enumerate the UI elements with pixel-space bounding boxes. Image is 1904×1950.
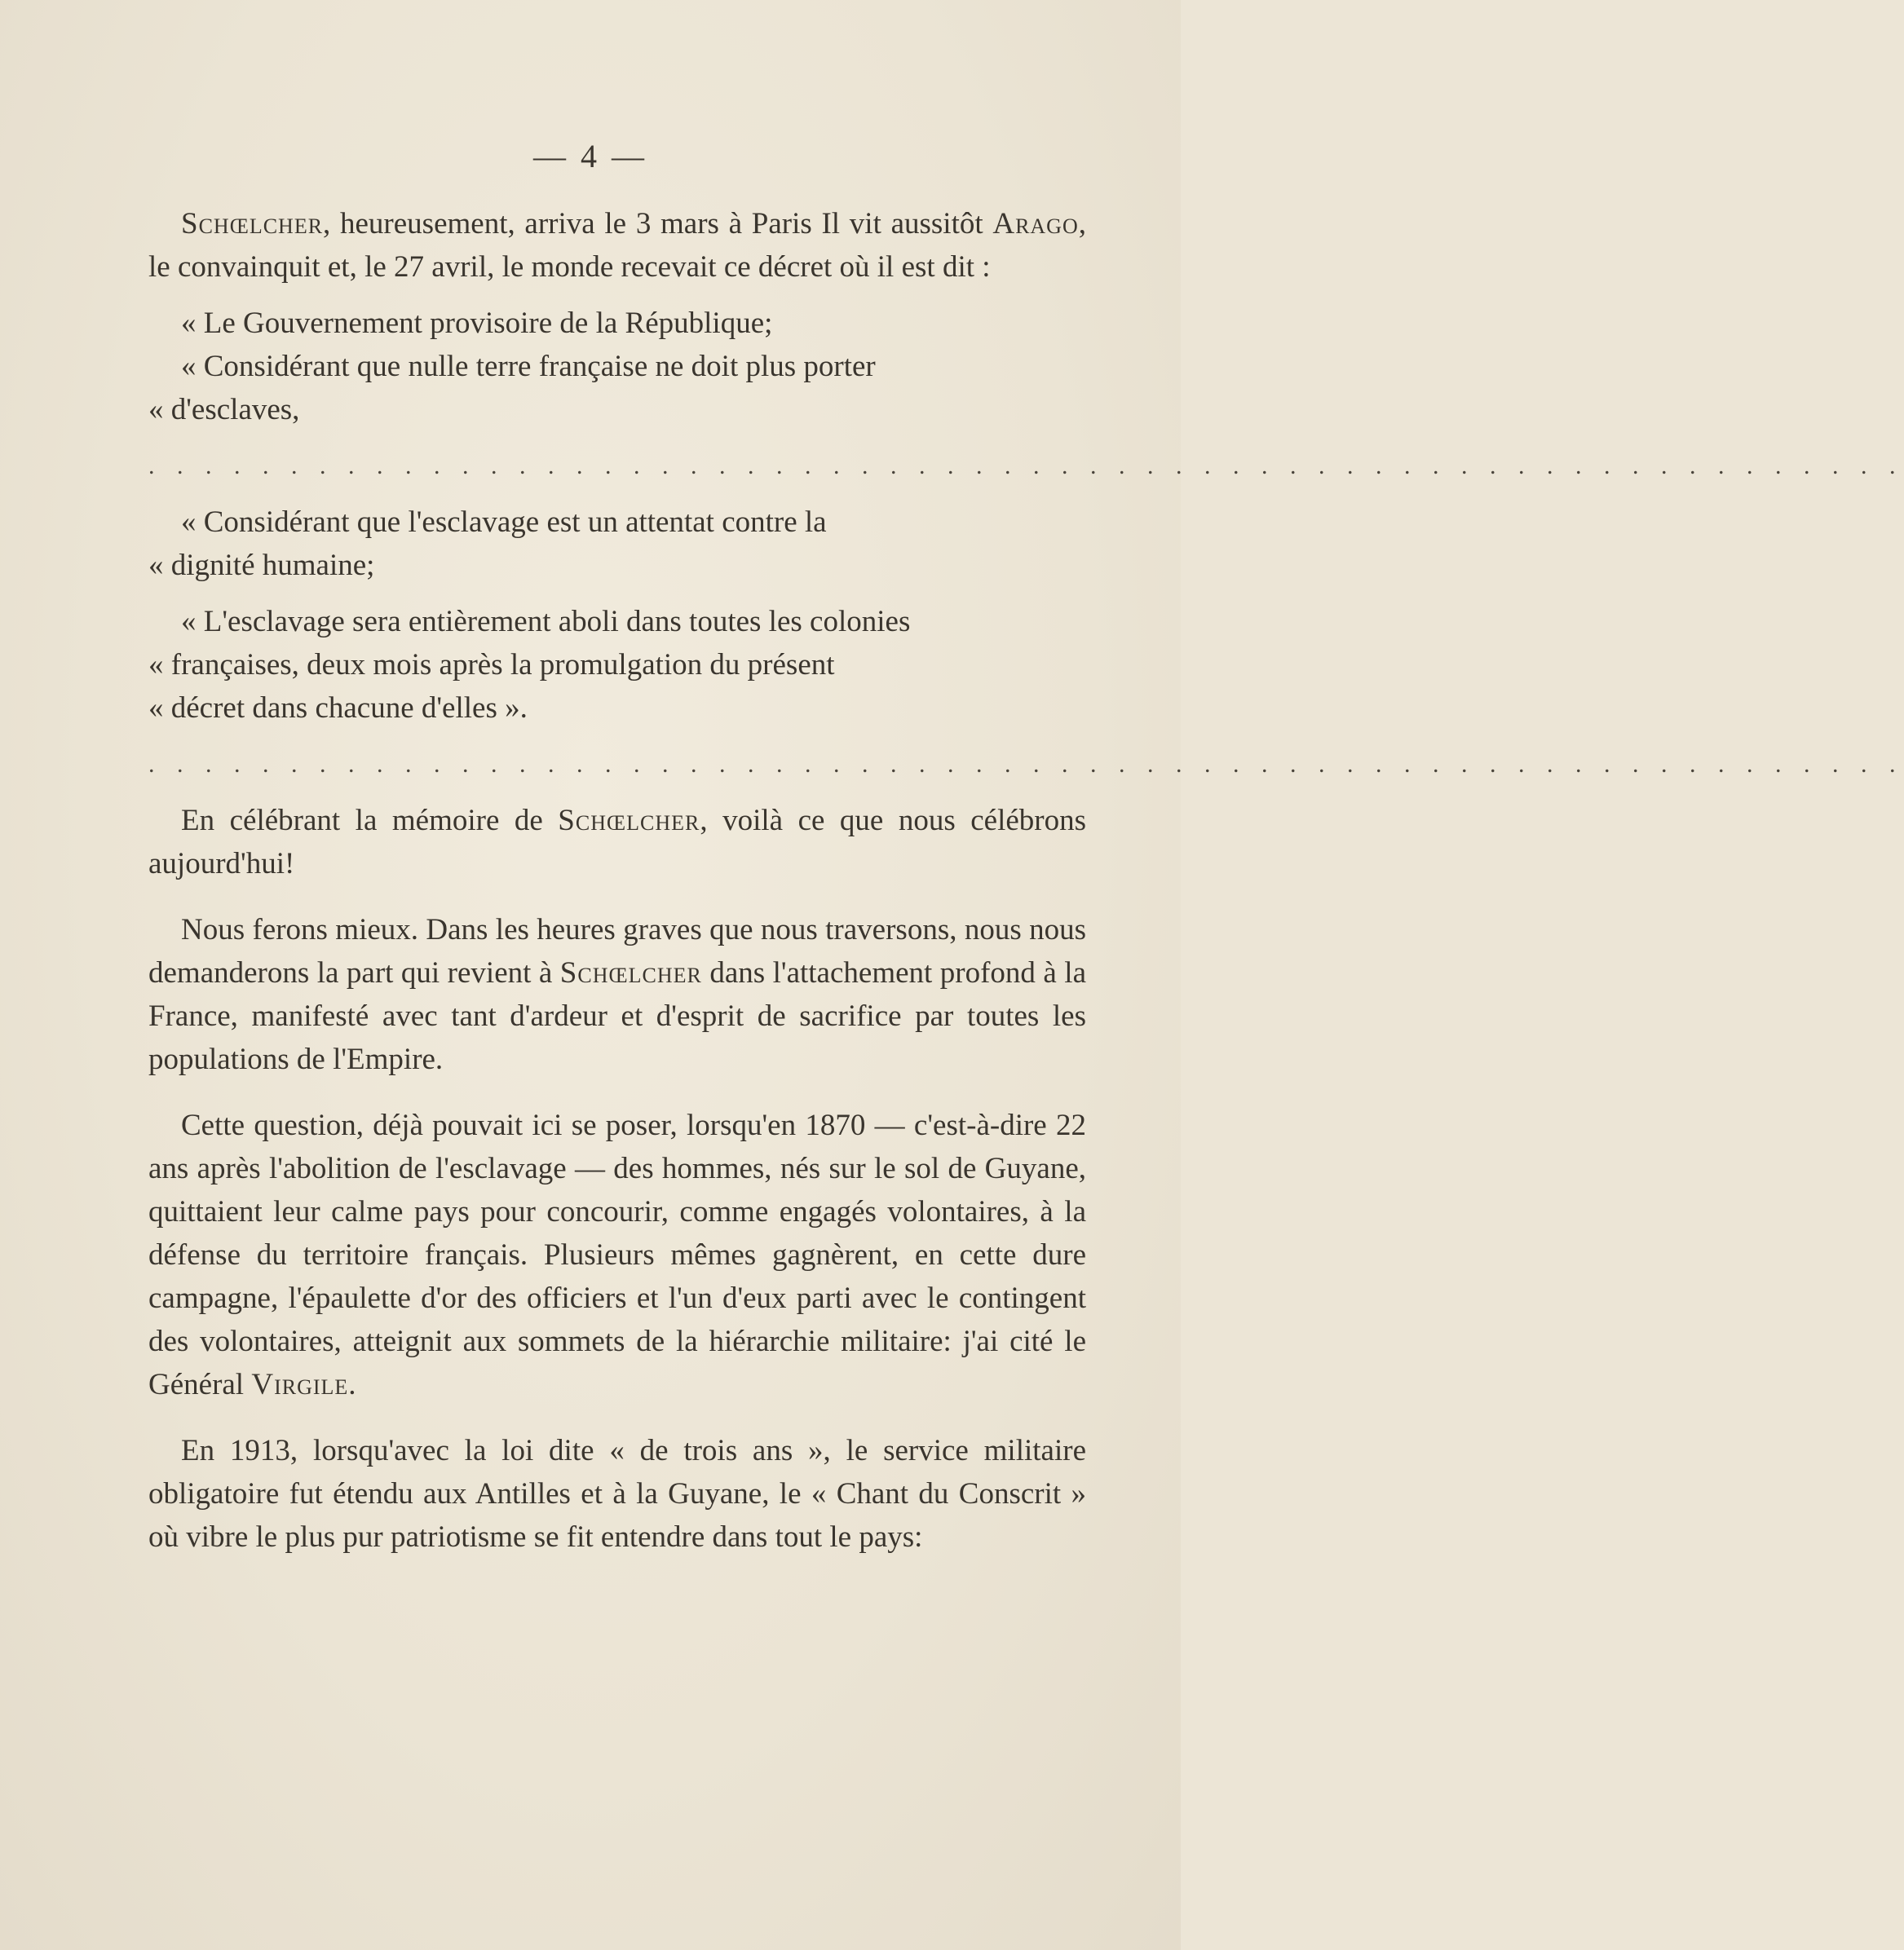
name-schoelcher: Schœlcher <box>558 804 700 837</box>
decree-line-4: « Considérant que l'esclavage est un attentat contre la <box>181 505 827 539</box>
decree-line-8: « décret dans chacune d'elles ». <box>148 691 528 725</box>
page-number: — 4 — <box>533 138 647 174</box>
page-body <box>148 202 1904 1559</box>
decree-line-3: « d'esclaves, <box>148 393 300 426</box>
decree-line-7: « françaises, deux mois après la promulgation du présent <box>148 648 835 682</box>
spacer <box>148 587 1086 600</box>
decree-line-6: « L'esclavage sera entièrement aboli dans toutes les colonies <box>181 605 911 638</box>
name-arago: Arago <box>992 207 1079 240</box>
decree-line-2: « Considérant que nulle terre française ne doit plus porter <box>181 350 876 383</box>
ellipsis-row: . . . . . . . . . . . . . . . . . . . . . . . . . . . . . . . . . . . . . . . . . . . . . . . . . . . . . . . . . . . . . . <box>148 452 1904 479</box>
ellipsis-row: . . . . . . . . . . . . . . . . . . . . . . . . . . . . . . . . . . . . . . . . . . . . . . . . . . . . . . . . . . . . . . <box>148 751 1904 778</box>
name-virgile: Virgile <box>251 1368 349 1401</box>
decree-line-1: « Le Gouvernement provisoire de la République; <box>181 307 773 340</box>
name-schoelcher: Schœlcher <box>181 207 324 240</box>
decree-line-5: « dignité humaine; <box>148 549 375 582</box>
paragraph-3-text-a: Nous ferons mieux. Dans les heures graves que nous traversons, nous nous demanderons la part qui revient à <box>148 913 1086 990</box>
spacer <box>148 1081 1086 1104</box>
spacer <box>148 1406 1086 1429</box>
paragraph-3 <box>148 908 1086 1081</box>
paragraph-1-text-b: , le convainquit et, le 27 avril, le monde recevait ce décret où il est dit : <box>148 207 1086 284</box>
spacer <box>148 730 1086 743</box>
spacer <box>148 289 1086 302</box>
paragraph-5: En 1913, lorsqu'avec la loi dite « de trois ans », le service militaire obligatoire fut étendu aux Antilles et à la Guyane, le « Chant du Conscrit » où vibre le plus pur patriotisme se fit entendre dans tout le pays: <box>148 1434 1086 1554</box>
spacer <box>148 431 1086 444</box>
paragraph-2-text-b: , voilà ce que nous célébrons aujourd'hui! <box>148 804 1086 880</box>
paragraph-1-text-a: , heureusement, arriva le 3 mars à Paris Il vit aussitôt <box>323 207 993 240</box>
name-schoelcher: Schœlcher <box>559 956 702 990</box>
spacer <box>148 488 1086 501</box>
paragraph-4 <box>148 1104 1086 1406</box>
paragraph-4-text-b: . <box>348 1368 356 1401</box>
paragraph-2-text-a: En célébrant la mémoire de <box>181 804 559 837</box>
paragraph-3-text-b: dans l'attachement profond à la France, manifesté avec tant d'ardeur et d'esprit de sacrifice par toutes les populations de l'Empire. <box>148 956 1087 1076</box>
paragraph-4-text-a: Cette question, déjà pouvait ici se poser, lorsqu'en 1870 — c'est-à-dire 22 ans après l'abolition de l'esclavage — des hommes, nés sur le sol de Guyane, quittaient leur calme pays pour concourir, comme engagés volontaires, à la défense du territoire français. Plusieurs mêmes gagnèrent, en cette dure campagne, l'épaulette d'or des officiers et l'un d'eux parti avec le contingent des volontaires, atteignit aux sommets de la hiérarchie militaire: j'ai cité le Général <box>148 1109 1086 1401</box>
spacer <box>148 786 1086 799</box>
paragraph-2 <box>148 799 1086 885</box>
spacer <box>148 885 1086 908</box>
paragraph-1 <box>148 202 1086 289</box>
